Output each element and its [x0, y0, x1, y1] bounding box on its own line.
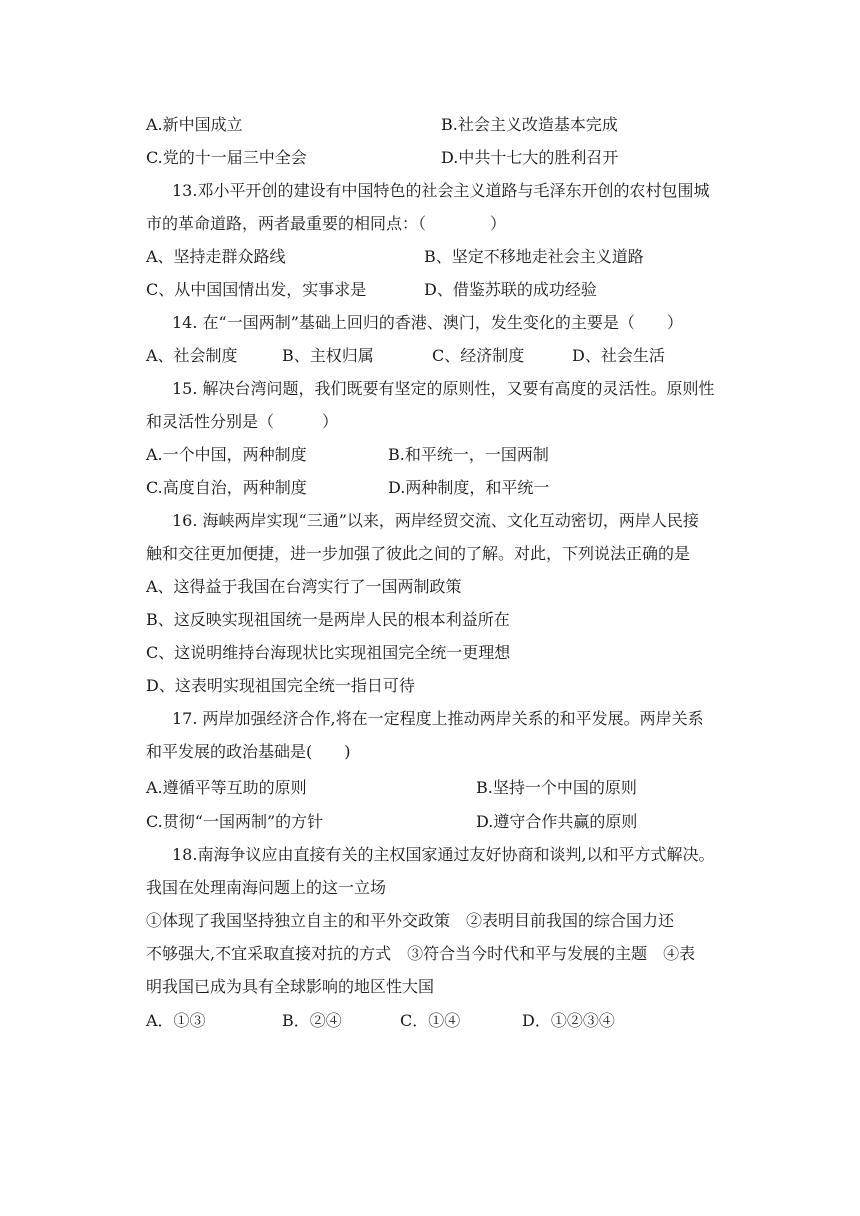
q17-option-d: D.遵守合作共赢的原则	[476, 812, 638, 831]
q16-stem-line-2: 触和交往更加便捷，进一步加强了彼此之间的了解。对此，下列说法正确的是	[146, 544, 691, 563]
q13-option-a: A、坚持走群众路线	[146, 247, 286, 266]
q18-statement-line-3: 明我国已成为具有全球影响的地区性大国	[146, 977, 435, 996]
q14-option-b: B、主权归属	[282, 346, 374, 365]
q12-option-b: B.社会主义改造基本完成	[441, 115, 618, 134]
q14-stem-line-1: 14. 在“一国两制”基础上回归的香港、澳门，发生变化的主要是（ ）	[172, 313, 683, 332]
q18-option-b: B．②④	[282, 1011, 342, 1030]
q16-option-b: B、这反映实现祖国统一是两岸人民的根本利益所在	[146, 610, 510, 629]
q15-option-a: A.一个中国，两种制度	[146, 445, 307, 464]
q17-option-b: B.坚持一个中国的原则	[476, 778, 637, 797]
q18-option-a: A．①③	[146, 1011, 206, 1030]
q14-option-a: A、社会制度	[146, 346, 238, 365]
q18-statement-line-2: 不够强大,不宜采取直接对抗的方式 ③符合当今时代和平与发展的主题 ④表	[146, 944, 696, 963]
q13-option-b: B、坚定不移地走社会主义道路	[424, 247, 644, 266]
q12-option-c: C.党的十一届三中全会	[146, 148, 307, 167]
q16-option-a: A、这得益于我国在台湾实行了一国两制政策	[146, 577, 462, 596]
q18-option-d: D．①②③④	[522, 1011, 615, 1030]
q18-stem-line-1: 18.南海争议应由直接有关的主权国家通过友好协商和谈判,以和平方式解决。	[172, 845, 715, 864]
q17-stem-line-1: 17. 两岸加强经济合作,将在一定程度上推动两岸关系的和平发展。两岸关系	[172, 709, 704, 728]
q13-stem-line-2: 市的革命道路，两者最重要的相同点：（ ）	[146, 214, 507, 233]
q18-statement-line-1: ①体现了我国坚持独立自主的和平外交政策 ②表明目前我国的综合国力还	[146, 911, 675, 930]
q13-option-c: C、从中国国情出发，实事求是	[146, 280, 367, 299]
q13-option-d: D、借鉴苏联的成功经验	[424, 280, 597, 299]
q16-stem-line-1: 16. 海峡两岸实现“三通”以来，两岸经贸交流、文化互动密切，两岸人民接	[172, 511, 699, 530]
q14-option-c: C、经济制度	[432, 346, 525, 365]
q17-option-a: A.遵循平等互助的原则	[146, 778, 307, 797]
q15-stem-line-2: 和灵活性分别是（ ）	[146, 412, 339, 431]
q12-option-a: A.新中国成立	[146, 115, 243, 134]
q15-option-b: B.和平统一，一国两制	[388, 445, 549, 464]
q17-option-c: C.贯彻“一国两制”的方针	[146, 812, 324, 831]
q18-option-c: C．①④	[400, 1011, 461, 1030]
q16-option-d: D、这表明实现祖国完全统一指日可待	[146, 676, 415, 695]
q12-option-d: D.中共十七大的胜利召开	[441, 148, 619, 167]
q13-stem-line-1: 13.邓小平开创的建设有中国特色的社会主义道路与毛泽东开创的农村包围城	[172, 181, 710, 200]
q18-stem-line-2: 我国在处理南海问题上的这一立场	[146, 878, 387, 897]
q15-option-c: C.高度自治，两种制度	[146, 478, 307, 497]
q15-stem-line-1: 15. 解决台湾问题，我们既要有坚定的原则性，又要有高度的灵活性。原则性	[172, 379, 715, 398]
q17-stem-line-2: 和平发展的政治基础是( )	[146, 742, 351, 761]
q15-option-d: D.两种制度，和平统一	[388, 478, 550, 497]
q16-option-c: C、这说明维持台海现状比实现祖国完全统一更理想	[146, 643, 511, 662]
q14-option-d: D、社会生活	[572, 346, 665, 365]
